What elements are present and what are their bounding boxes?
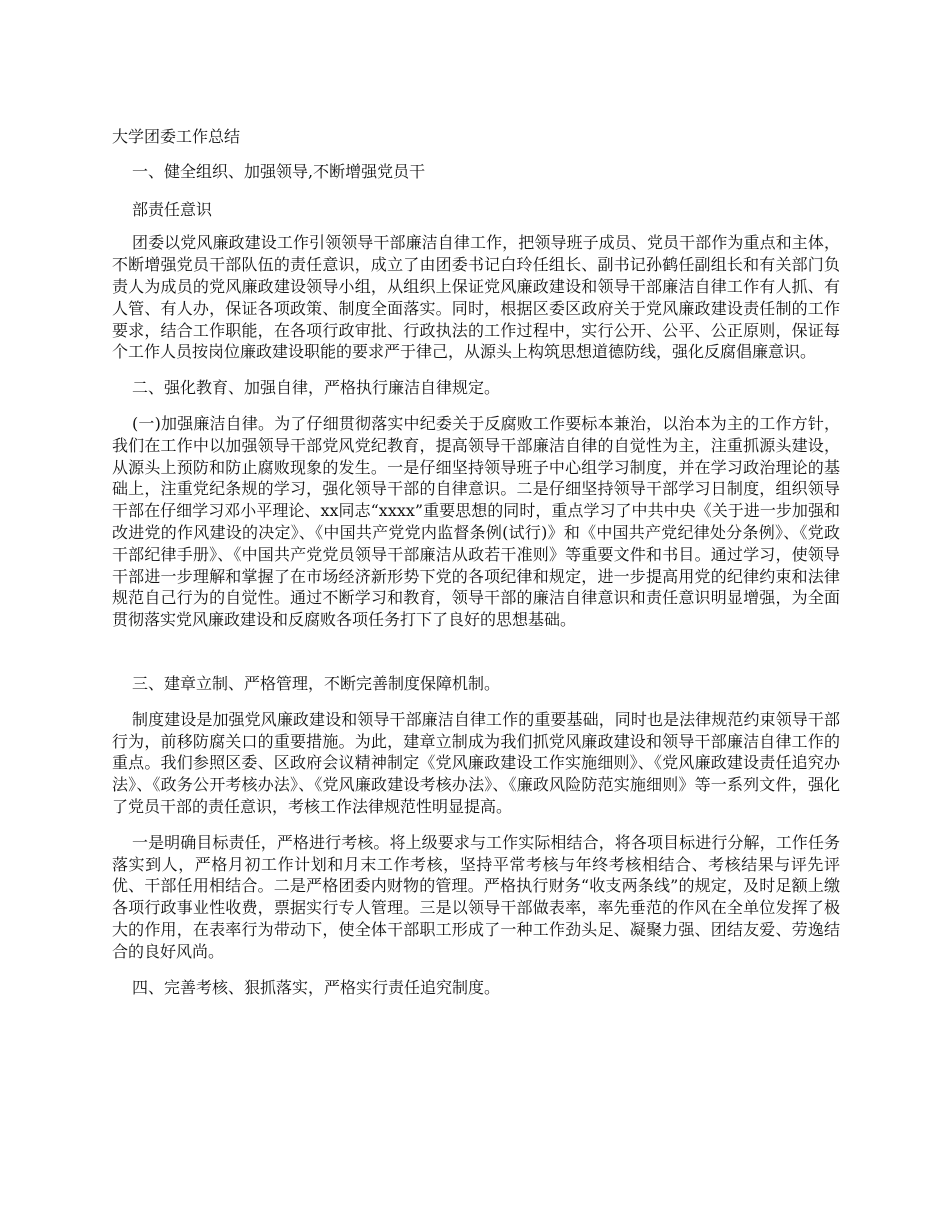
section-2-paragraph: (一)加强廉洁自律。为了仔细贯彻落实中纪委关于反腐败工作要标本兼治，以治本为主的工作方针，我们在工作中以加强领导干部党风党纪教育，提高领导干部廉洁自律的自觉性为主，注重抓源头建设，从源头上预防和防止腐败现象的发生。一是仔细坚持领导班子中心组学习制度，并在学习政治理论的基础上，注重党纪条规的学习，强化领导干部的自律意识。二是仔细坚持领导干部学习日制度，组织领导干部在仔细学习邓小平理论、xx同志“xxxx”重要思想的同时，重点学习了中共中央《关于进一步加强和改进党的作风建设的决定》、《中国共产党党内监督条例(试行)》和《中国共产党纪律处分条例》、《党政干部纪律手册》、《中国共产党党员领导干部廉洁从政若干准则》等重要文件和书目。通过学习，使领导干部进一步理解和掌握了在市场经济新形势下党的各项纪律和规定，进一步提高用党的纪律约束和法律规范自己行为的自觉性。通过不断学习和教育，领导干部的廉洁自律意识和责任意识明显增强，为全面贯彻落实党风廉政建设和反腐败各项任务打下了良好的思想基础。 — [112, 413, 840, 630]
section-1-heading-line-1: 一、健全组织、加强领导,不断增强党员干 — [132, 161, 426, 181]
section-4-heading: 四、完善考核、狠抓落实，严格实行责任追究制度。 — [132, 977, 501, 997]
section-1-paragraph: 团委以党风廉政建设工作引领领导干部廉洁自律工作，把领导班子成员、党员干部作为重点和主体，不断增强党员干部队伍的责任意识，成立了由团委书记白玲任组长、副书记孙鹤任副组长和有关部门负责人为成员的党风廉政建设领导小组，从组织上保证党风廉政建设和领导干部廉洁自律工作有人抓、有人管、有人办，保证各项政策、制度全面落实。同时，根据区委区政府关于党风廉政建设责任制的工作要求，结合工作职能，在各项行政审批、行政执法的工作过程中，实行公开、公平、公正原则，保证每个工作人员按岗位廉政建设职能的要求严于律己，从源头上构筑思想道德防线，强化反腐倡廉意识。 — [112, 233, 840, 362]
section-3-paragraph-2: 一是明确目标责任，严格进行考核。将上级要求与工作实际相结合，将各项目标进行分解，工作任务落实到人，严格月初工作计划和月末工作考核，坚持平常考核与年终考核相结合、考核结果与评先评优、干部任用相结合。二是严格团委内财物的管理。严格执行财务“收支两条线”的规定，及时足额上缴各项行政事业性收费，票据实行专人管理。三是以领导干部做表率，率先垂范的作风在全单位发挥了极大的作用，在表率行为带动下，使全体干部职工形成了一种工作劲头足、凝聚力强、团结友爱、劳逸结合的良好风尚。 — [112, 832, 840, 961]
document-title: 大学团委工作总结 — [112, 127, 241, 146]
section-2-heading: 二、强化教育、加强自律，严格执行廉洁自律规定。 — [132, 378, 501, 398]
section-3-paragraph-1: 制度建设是加强党风廉政建设和领导干部廉洁自律工作的重要基础，同时也是法律规范约束领导干部行为，前移防腐关口的重要措施。为此，建章立制成为我们抓党风廉政建设和领导干部廉洁自律工作的重点。我们参照区委、区政府会议精神制定《党风廉政建设工作实施细则》、《党风廉政建设责任追究办法》、《政务公开考核办法》、《党风廉政建设考核办法》、《廉政风险防范实施细则》等一系列文件，强化了党员干部的责任意识，考核工作法律规范性明显提高。 — [112, 709, 840, 816]
document-body — [112, 119, 840, 998]
section-1-heading-line-2: 部责任意识 — [132, 199, 213, 219]
section-3-heading: 三、建章立制、严格管理，不断完善制度保障机制。 — [132, 673, 501, 693]
